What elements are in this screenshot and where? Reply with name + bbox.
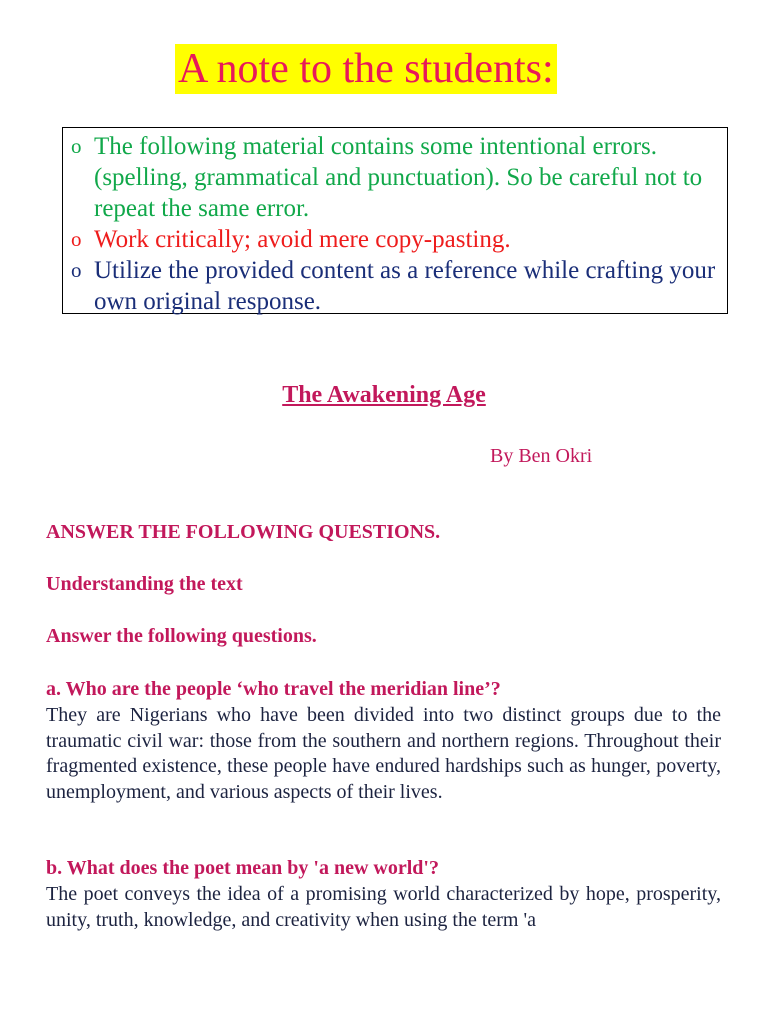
instruction-heading: Answer the following questions. [46, 625, 317, 647]
section-heading: ANSWER THE FOLLOWING QUESTIONS. [46, 521, 441, 543]
bullet-icon: o [71, 134, 82, 158]
poem-title: The Awakening Age [282, 382, 486, 408]
answer-b: The poet conveys the idea of a promising world characterized by hope, prosperity, unity, truth, knowledge, and creativity when using the term 'a [46, 883, 721, 931]
note-item-text: Utilize the provided content as a reference while crafting your own original response. [94, 257, 716, 315]
note-box [62, 127, 728, 314]
bullet-icon: o [71, 258, 82, 282]
poem-author: By Ben Okri [490, 445, 593, 467]
note-title: A note to the students: [175, 44, 557, 94]
note-item-text: Work critically; avoid mere copy-pasting. [94, 226, 511, 253]
answer-a: They are Nigerians who have been divided into two distinct groups due to the traumatic civil war: those from the southern and northern regions. Throughout their fragmented existence, these people have endured hardships such as hunger, poverty, unemployment, and various aspects of their lives. [46, 704, 721, 803]
note-item-intentional-errors [71, 131, 721, 224]
note-item-work-critically [71, 224, 721, 255]
note-item-use-as-reference [71, 255, 721, 317]
poem-title-block [0, 380, 768, 410]
note-item-text: The following material contains some intentional errors. (spelling, grammatical and punctuation). So be careful not to repeat the same error. [94, 133, 703, 222]
bullet-icon: o [71, 227, 82, 251]
question-b: b. What does the poet mean by 'a new world'? [46, 857, 439, 879]
question-a: a. Who are the people ‘who travel the meridian line’? [46, 678, 501, 700]
subsection-heading: Understanding the text [46, 573, 243, 595]
